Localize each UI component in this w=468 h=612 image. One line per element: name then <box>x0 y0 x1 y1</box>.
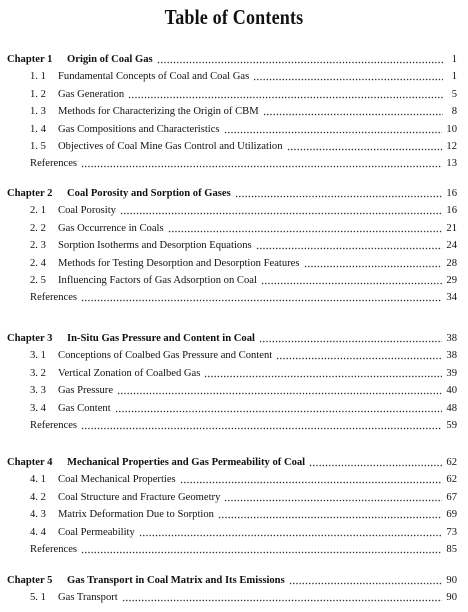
toc-entry-4-2[interactable] <box>0 490 468 505</box>
toc-entry-1-3-label <box>30 105 259 119</box>
dot-leader <box>157 55 443 64</box>
dot-leader <box>276 351 442 360</box>
chapter-4-references-title: References <box>30 544 78 555</box>
toc-entry-2-2[interactable] <box>0 221 468 236</box>
toc-entry-2-3-title: Sorption Isotherms and Desorption Equations <box>58 240 252 252</box>
toc-entry-3-1-title: Conceptions of Coalbed Gas Pressure and Content <box>58 350 273 362</box>
toc-entry-3-2-title: Vertical Zonation of Coalbed Gas <box>58 367 201 379</box>
toc-entry-1-1-title: Fundamental Concepts of Coal and Coal Gas <box>58 71 250 83</box>
chapter-5-heading-title: Gas Transport in Coal Matrix and Its Emissions <box>67 575 285 586</box>
page-title: Table of Contents <box>164 5 304 29</box>
toc-entry-5-1-title: Gas Transport <box>58 592 118 604</box>
chapter-2-heading-number: Chapter 2 <box>7 188 53 199</box>
toc-entry-3-4-title: Gas Content <box>58 402 111 414</box>
dot-leader <box>309 458 442 467</box>
toc-entry-1-3-title: Methods for Characterizing the Origin of CBM <box>58 106 259 118</box>
chapter-3-heading-label <box>7 332 255 346</box>
page-number: 16 <box>446 188 457 199</box>
toc-entry-1-1-number: 1. 1 <box>30 71 46 83</box>
chapter-3-heading-title: In-Situ Gas Pressure and Content in Coal <box>67 333 255 344</box>
toc-entry-3-4-number: 3. 4 <box>30 402 46 414</box>
page-number: 48 <box>446 402 457 414</box>
page-number: 38 <box>446 350 457 362</box>
toc-entry-1-2-number: 1. 2 <box>30 88 46 100</box>
toc-entry-1-5-title: Objectives of Coal Mine Gas Control and Utilization <box>58 141 283 152</box>
page-number: 59 <box>446 420 457 431</box>
toc-entry-2-4[interactable] <box>0 256 468 271</box>
toc-entry-4-1[interactable] <box>0 472 468 487</box>
toc-entry-2-4-number: 2. 4 <box>30 257 46 269</box>
chapter-1-heading-label <box>7 53 153 67</box>
dot-leader <box>122 593 443 602</box>
toc-entry-1-3[interactable] <box>0 104 468 119</box>
dot-leader <box>253 72 443 81</box>
chapter-1-references[interactable] <box>0 156 468 171</box>
chapter-3-references-title: References <box>30 420 78 431</box>
toc-entry-4-4[interactable] <box>0 525 468 540</box>
toc-entry-5-1-number: 5. 1 <box>30 592 46 604</box>
chapter-2-references-label <box>30 291 77 305</box>
dot-leader <box>168 224 443 233</box>
toc-entry-1-5-label <box>30 140 283 154</box>
toc-entry-2-2-title: Gas Occurrence in Coals <box>58 222 164 234</box>
chapter-1-heading[interactable] <box>0 52 468 67</box>
dot-leader <box>261 276 443 285</box>
chapter-1-references-label <box>30 157 77 171</box>
dot-leader <box>180 475 443 484</box>
page-number: 69 <box>446 509 457 521</box>
dot-leader <box>120 206 442 215</box>
toc-entry-2-4-label <box>30 257 300 271</box>
toc-entry-1-3-number: 1. 3 <box>30 106 46 118</box>
chapter-3-references[interactable] <box>0 418 468 433</box>
chapter-4-heading-label <box>7 456 305 470</box>
toc-entry-1-4-title: Gas Compositions and Characteristics <box>58 123 220 135</box>
dot-leader <box>218 510 442 519</box>
toc-entry-4-3[interactable] <box>0 507 468 522</box>
page-number: 1 <box>451 71 457 83</box>
toc-entry-1-5[interactable] <box>0 139 468 154</box>
dot-leader <box>117 386 442 395</box>
toc-entry-3-1[interactable] <box>0 348 468 363</box>
toc-entry-3-2-number: 3. 2 <box>30 367 46 379</box>
toc-entry-4-1-number: 4. 1 <box>30 474 46 486</box>
page-number: 13 <box>446 158 457 170</box>
toc-entry-3-3-label <box>30 384 113 398</box>
dot-leader <box>128 90 443 99</box>
toc-entry-2-5-label <box>30 274 257 288</box>
chapter-5-heading-label <box>7 574 285 588</box>
toc-entry-3-2-label <box>30 367 200 381</box>
toc-entry-1-2-label <box>30 88 124 102</box>
dot-leader <box>139 528 443 537</box>
page-number: 40 <box>446 385 457 397</box>
toc-entry-4-4-number: 4. 4 <box>30 526 46 538</box>
page-number: 90 <box>446 592 457 604</box>
dot-leader <box>235 189 443 198</box>
page-number: 28 <box>446 257 457 269</box>
chapter-1-heading-number: Chapter 1 <box>7 54 53 65</box>
toc-entry-3-2[interactable] <box>0 366 468 381</box>
toc-entry-5-1[interactable] <box>0 590 468 605</box>
page-number: 62 <box>446 457 457 468</box>
toc-entry-2-3-label <box>30 239 252 253</box>
toc-entry-2-1-label <box>30 204 116 218</box>
chapter-4-references-label <box>30 543 77 557</box>
dot-leader <box>287 142 443 151</box>
page-number: 29 <box>446 275 457 286</box>
toc-entry-4-3-number: 4. 3 <box>30 509 46 521</box>
page-number: 90 <box>446 575 457 586</box>
toc-entry-4-4-label <box>30 526 135 540</box>
page-number: 24 <box>446 240 457 252</box>
page-number: 8 <box>451 106 457 118</box>
chapter-1-references-title: References <box>30 158 78 170</box>
page-number: 39 <box>446 367 457 379</box>
chapter-4-references[interactable] <box>0 542 468 557</box>
dot-leader <box>81 159 442 168</box>
chapter-2-references-title: References <box>30 292 78 304</box>
toc-entry-4-1-label <box>30 473 176 487</box>
toc-entry-2-3-number: 2. 3 <box>30 240 46 252</box>
page-number: 21 <box>446 222 457 234</box>
toc-entry-2-1-title: Coal Porosity <box>58 205 116 217</box>
toc-entry-4-2-label <box>30 491 220 505</box>
dot-leader <box>263 107 443 116</box>
toc-entry-4-2-title: Coal Structure and Fracture Geometry <box>58 491 221 503</box>
toc-entry-5-1-label <box>30 591 118 605</box>
page-number: 5 <box>451 88 457 100</box>
toc-entry-1-5-number: 1. 5 <box>30 141 46 152</box>
toc-entry-1-4[interactable] <box>0 122 468 137</box>
dot-leader <box>304 259 443 268</box>
toc-entry-4-3-label <box>30 508 214 522</box>
dot-leader <box>81 421 442 430</box>
page-number: 12 <box>446 141 457 152</box>
toc-entry-1-1[interactable] <box>0 69 468 84</box>
chapter-5-heading[interactable] <box>0 573 468 588</box>
dot-leader <box>81 545 442 554</box>
toc-entry-3-1-label <box>30 349 272 363</box>
page-number: 67 <box>446 491 457 503</box>
dot-leader <box>81 293 442 302</box>
page-number: 10 <box>446 123 457 135</box>
chapter-3-heading[interactable] <box>0 331 468 346</box>
toc-entry-1-2[interactable] <box>0 87 468 102</box>
toc-entry-2-2-label <box>30 222 164 236</box>
toc-entry-3-3-number: 3. 3 <box>30 385 46 397</box>
page-number: 85 <box>446 544 457 555</box>
toc-entry-2-3[interactable] <box>0 238 468 253</box>
toc-entry-4-3-title: Matrix Deformation Due to Sorption <box>58 509 214 521</box>
page-number: 38 <box>446 333 457 344</box>
chapter-2-references[interactable] <box>0 290 468 305</box>
chapter-3-heading-number: Chapter 3 <box>7 333 53 344</box>
toc-entry-2-4-title: Methods for Testing Desorption and Desorption Features <box>58 257 300 269</box>
dot-leader <box>204 369 442 378</box>
toc-entry-3-3-title: Gas Pressure <box>58 385 114 397</box>
chapter-4-heading[interactable] <box>0 455 468 470</box>
toc-entry-3-4[interactable] <box>0 401 468 416</box>
dot-leader <box>256 241 443 250</box>
toc-entry-2-5[interactable] <box>0 273 468 288</box>
chapter-2-heading-label <box>7 187 231 201</box>
chapter-4-heading-number: Chapter 4 <box>7 457 53 468</box>
toc-entry-2-5-title: Influencing Factors of Gas Adsorption on Coal <box>58 275 257 286</box>
toc-entry-2-1[interactable] <box>0 203 468 218</box>
dot-leader <box>224 125 443 134</box>
dot-leader <box>259 334 442 343</box>
chapter-1-heading-title: Origin of Coal Gas <box>67 54 153 65</box>
page-number: 1 <box>451 54 457 65</box>
toc-entry-2-1-number: 2. 1 <box>30 205 46 217</box>
chapter-2-heading-title: Coal Porosity and Sorption of Gases <box>67 188 231 199</box>
toc-entry-4-1-title: Coal Mechanical Properties <box>58 474 176 486</box>
chapter-5-heading-number: Chapter 5 <box>7 575 53 586</box>
toc-entry-1-4-label <box>30 123 220 137</box>
page-number: 62 <box>446 474 457 486</box>
toc-entry-4-4-title: Coal Permeability <box>58 526 135 538</box>
dot-leader <box>289 576 443 585</box>
toc-entry-1-4-number: 1. 4 <box>30 123 46 135</box>
toc-entry-3-3[interactable] <box>0 383 468 398</box>
toc-entry-1-2-title: Gas Generation <box>58 88 125 100</box>
toc-entry-3-4-label <box>30 402 111 416</box>
toc-entry-2-2-number: 2. 2 <box>30 222 46 234</box>
chapter-2-heading[interactable] <box>0 186 468 201</box>
dot-leader <box>224 493 442 502</box>
chapter-4-heading-title: Mechanical Properties and Gas Permeability of Coal <box>67 457 306 468</box>
toc-entry-3-1-number: 3. 1 <box>30 350 46 362</box>
toc-entry-1-1-label <box>30 70 249 84</box>
dot-leader <box>115 404 443 413</box>
page-number: 16 <box>446 205 457 217</box>
page-number: 34 <box>446 292 457 304</box>
chapter-3-references-label <box>30 419 77 433</box>
toc-entry-4-2-number: 4. 2 <box>30 491 46 503</box>
page-number: 73 <box>446 526 457 538</box>
toc-entry-2-5-number: 2. 5 <box>30 275 46 286</box>
